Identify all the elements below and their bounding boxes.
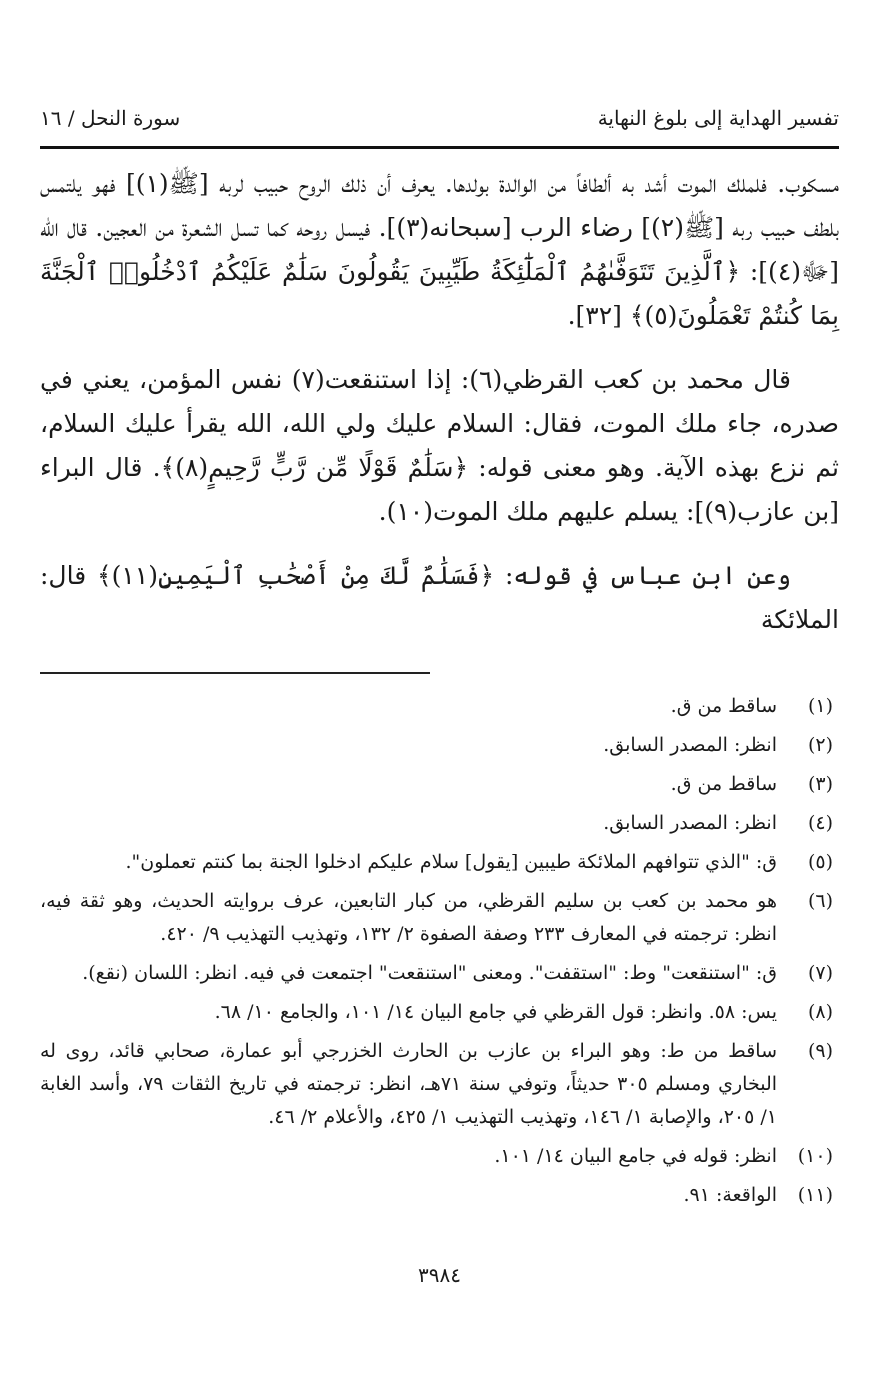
footnote [40, 1179, 839, 1212]
footnote-number: (١٠) [797, 1145, 833, 1167]
footnote-number: (٤) [807, 812, 833, 834]
footnote [40, 957, 839, 990]
running-header [40, 98, 839, 138]
page-number: ٣٩٨٤ [418, 1263, 461, 1287]
footnote [40, 690, 839, 723]
footnote [40, 1140, 839, 1173]
paragraph: قال محمد بن كعب القرظي(٦): إذا استنقعت(٧) نفس المؤمن، يعني في صدره، جاء ملك الموت، فقال: السلام عليك ولي الله، الله يقرأ عليك السلام، ثم نزع بهذه الآية. وهو معنى قوله: ﴿سَلَٰمٌ قَوْلًا مِّن رَّبٍّ رَّحِيمٍ(٨)﴾. قال البراء [بن عازب(٩)]: يسلم عليهم ملك الموت(١٠). [40, 365, 839, 526]
footnote [40, 1035, 839, 1134]
footnote-number: (١) [807, 695, 833, 717]
footnote [40, 729, 839, 762]
footnote-number: (٧) [807, 962, 833, 984]
footnote-text: ساقط من ط: وهو البراء بن عازب بن الحارث الخزرجي أبو عمارة، صحابي قائد، روى له البخاري ومسلم ٣٠٥ حديثاً، وتوفي سنة ٧١هـ، انظر: ترجمته في تاريخ الثقات ٧٩، وأسد الغابة ١/ ٢٠٥، والإصابة ١/ ١٤٦، وتهذيب التهذيب ١/ ٤٢٥، والأعلام ٢/ ٤٦. [40, 1040, 778, 1128]
footnote [40, 768, 839, 801]
footnotes [40, 690, 839, 1218]
footnote-text: هو محمد بن كعب بن سليم القرظي، من كبار التابعين، عرف بروايته الحديث، وهو ثقة فيه، انظر: ترجمته في المعارف ٢٣٣ وصفة الصفوة ٢/ ١٣٢، وتهذيب التهذيب ٩/ ٤٢٠. [40, 890, 777, 945]
footnote-text: ساقط من ق. [670, 695, 777, 717]
footnote-number: (٢) [807, 734, 833, 756]
footnote-number: (٨) [807, 1001, 833, 1023]
footnote-number: (٣) [807, 773, 833, 795]
footnote-text: انظر: قوله في جامع البيان ١٤/ ١٠١. [494, 1145, 777, 1167]
surah-label: سورة النحل / ١٦ [40, 106, 181, 130]
main-text [40, 162, 839, 662]
footnote-text: ساقط من ق. [670, 773, 777, 795]
footnote-number: (٥) [807, 851, 833, 873]
footnote [40, 807, 839, 840]
footnote-number: (٩) [807, 1040, 833, 1062]
paragraph: مسكوب. فلملك الموت أشد به ألطافاً من الوالدة بولدها. يعرف أن ذلك الروح حبيب لربه [ﷺ(١)] فهو يلتمس بلطف حبيب ربه [ﷺ(٢)] رضاء الرب [سبحانه(٣)]. فيسل روحه كما تسل الشعرة من العجين. قال الله [ﷻ(٤)]: ﴿ٱلَّذِينَ تَتَوَفَّىٰهُمُ ٱلْمَلَٰٓئِكَةُ طَيِّبِينَ يَقُولُونَ سَلَٰمٌ عَلَيْكُمُ ٱدْخُلُوا۟ ٱلْجَنَّةَ بِمَا كُنتُمْ تَعْمَلُونَ(٥)﴾ [٣٢]. [40, 169, 840, 330]
footnote [40, 885, 839, 951]
footnote-text: انظر: المصدر السابق. [603, 812, 777, 834]
footnote-text: ق: "الذي تتوافهم الملائكة طيبين [يقول] سلام عليكم ادخلوا الجنة بما كنتم تعملون". [125, 851, 777, 873]
footnote [40, 846, 839, 879]
paragraph: وعن ابن عباس في قوله: ﴿فَسَلَٰمٌ لَّكَ مِنْ أَصْحَٰبِ ٱلْيَمِينِ(١١)﴾ قال: الملائكة [40, 561, 839, 634]
footnote-number: (١١) [797, 1184, 833, 1206]
footnote-text: يس: ٥٨. وانظر: قول القرظي في جامع البيان ١٤/ ١٠١، والجامع ١٠/ ٦٨. [214, 1001, 777, 1023]
footnote-text: ق: "استنقعت" وط: "استقفت". ومعنى "استنقعت" اجتمعت في فيه. انظر: اللسان (نقع). [82, 962, 777, 984]
footnote-text: انظر: المصدر السابق. [603, 734, 777, 756]
book-title: تفسير الهداية إلى بلوغ النهاية [597, 106, 839, 130]
footnote-rule [40, 672, 430, 674]
header-rule [40, 146, 839, 149]
footnote-number: (٦) [807, 890, 833, 912]
footnote-text: الواقعة: ٩١. [683, 1184, 777, 1206]
footnote [40, 996, 839, 1029]
